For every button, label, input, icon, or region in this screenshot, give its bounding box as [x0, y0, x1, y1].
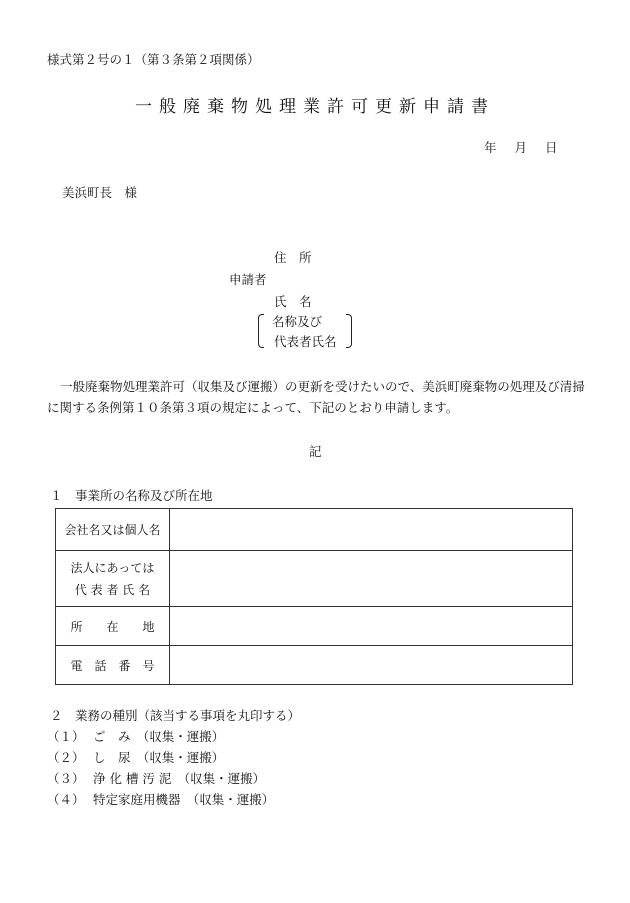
- table-row: [56, 607, 573, 646]
- date-month: 月: [514, 140, 528, 155]
- document-title: 一般廃棄物処理業許可更新申請書: [135, 97, 495, 117]
- business-type-item[interactable]: [47, 769, 265, 787]
- item-text: 浄 化 槽 汚 泥 （収集・運搬）: [93, 771, 266, 786]
- table-row: [56, 646, 573, 685]
- address-label: 住 所: [274, 250, 312, 265]
- ki-heading: 記: [309, 444, 322, 459]
- representative-bracket: [258, 312, 352, 350]
- date-line: [484, 138, 558, 156]
- application-statement: 一般廃棄物処理業許可（収集及び運搬）の更新を受けたいので、美浜町廃棄物の処理及び清掃に関する条例第１０条第３項の規定によって、下記のとおり申請します。: [47, 379, 585, 415]
- business-type-item[interactable]: [47, 727, 224, 745]
- table-row: [56, 551, 573, 607]
- company-name-field[interactable]: [170, 509, 573, 551]
- business-type-item[interactable]: [47, 748, 224, 766]
- item-text: ご み （収集・運搬）: [93, 729, 225, 744]
- section2-heading: ２ 業務の種別（該当する事項を丸印する）: [50, 708, 301, 723]
- addressee: 美浜町長 様: [62, 185, 138, 200]
- section1-heading: １ 事業所の名称及び所在地: [50, 488, 213, 503]
- representative-field[interactable]: [170, 551, 573, 607]
- item-text: 特定家庭用機器 （収集・運搬）: [93, 792, 275, 807]
- phone-field[interactable]: [170, 646, 573, 685]
- item-number: （２）: [47, 750, 85, 765]
- bracket-line-2: 代表者氏名: [274, 334, 337, 349]
- item-text: し 尿 （収集・運搬）: [93, 750, 225, 765]
- business-type-item[interactable]: [47, 790, 274, 808]
- right-bracket: [346, 314, 352, 348]
- item-number: （１）: [47, 729, 85, 744]
- location-field[interactable]: [170, 607, 573, 646]
- left-bracket: [258, 314, 264, 348]
- table-row: [56, 509, 573, 551]
- phone-label: 電 話 番 号: [56, 646, 170, 685]
- business-info-table: [55, 508, 573, 685]
- bracket-line-1: 名称及び: [272, 314, 323, 329]
- date-year: 年: [484, 140, 497, 155]
- applicant-label: 申請者: [229, 272, 267, 287]
- representative-label-line2: 代 表 者 氏 名: [74, 582, 151, 597]
- representative-label-line1: 法人にあっては: [70, 560, 155, 575]
- item-number: （３）: [47, 771, 85, 786]
- item-number: （４）: [47, 792, 85, 807]
- name-label: 氏 名: [274, 294, 312, 309]
- date-day: 日: [545, 140, 558, 155]
- representative-label: [56, 551, 170, 607]
- form-number: 様式第２号の１（第３条第２項関係）: [47, 52, 260, 67]
- company-name-label: 会社名又は個人名: [56, 509, 170, 551]
- location-label: 所 在 地: [56, 607, 170, 646]
